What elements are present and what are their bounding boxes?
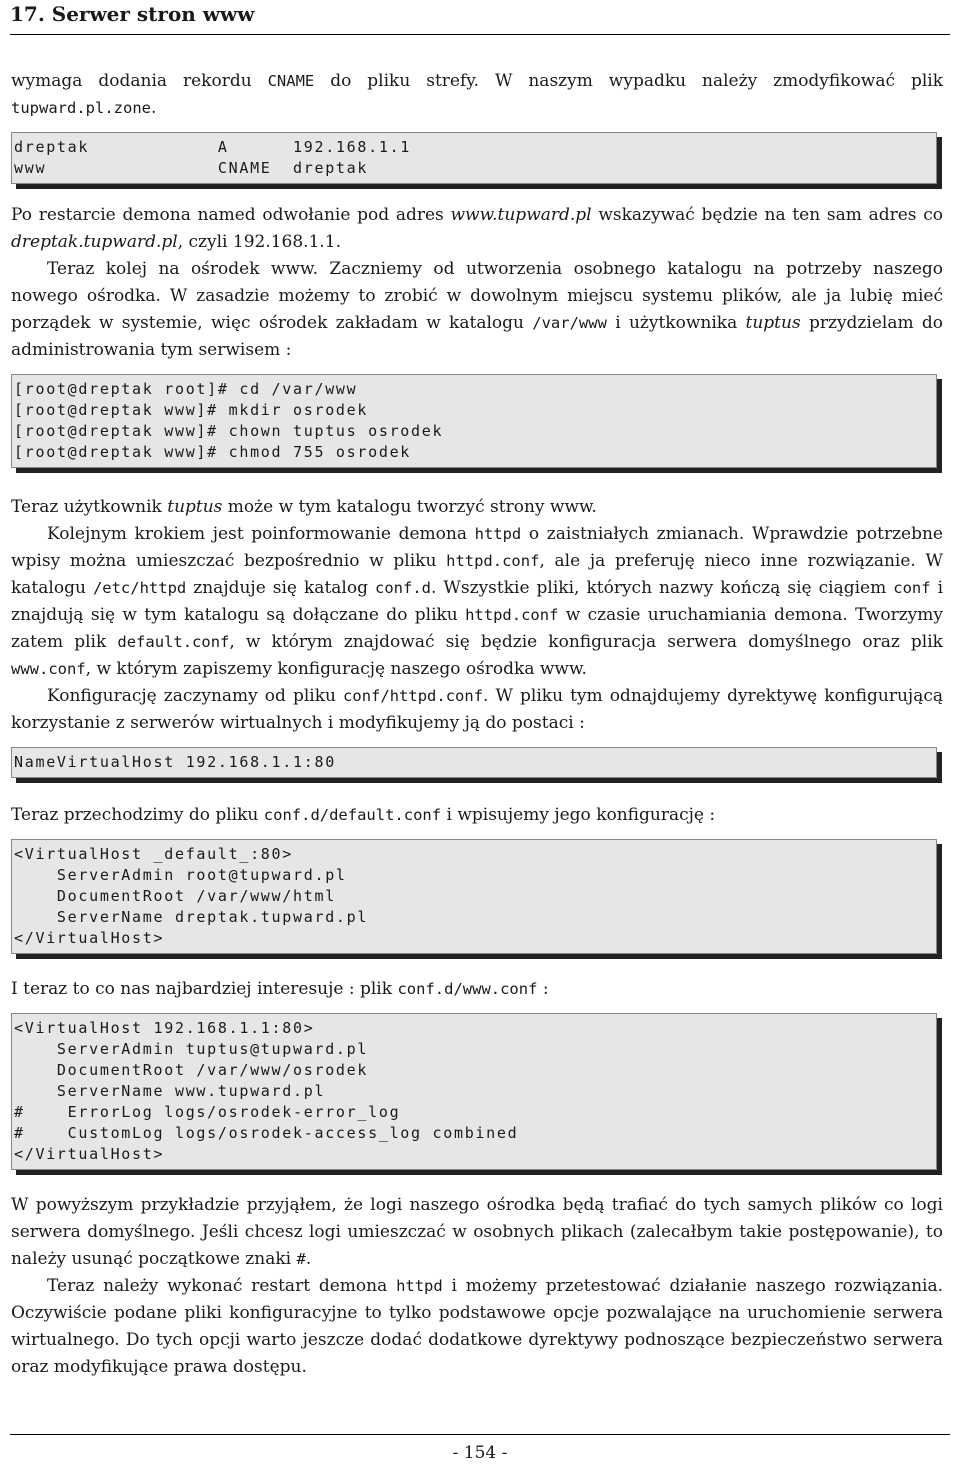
text: : (537, 979, 549, 999)
code-line: NameVirtualHost 192.168.1.1:80 (14, 753, 336, 771)
code-line: </VirtualHost> (14, 1145, 165, 1163)
paragraph-www-conf (11, 976, 943, 1003)
text: wymaga dodania rekordu (11, 71, 268, 91)
inline-code: conf.d (375, 579, 431, 597)
code-line: dreptak A 192.168.1.1 (14, 138, 412, 156)
paragraph-named-restart (11, 202, 943, 256)
text: o zaistniałych zmianach. Wprawdzie potrzebne wpisy można umieszczać bezpośrednio w pliku (11, 524, 943, 571)
chapter-title: 17. Serwer stron www (10, 2, 255, 26)
code-line: DocumentRoot /var/www/osrodek (14, 1061, 369, 1079)
text: Teraz kolej na ośrodek www. Zaczniemy od utworzenia osobnego katalogu na potrzeby naszego nowego ośrodka. W zasadzie możemy to zrobić w dowolnym miejscu systemu plików, ale ja lubię mieć porządek w systemie, więc ośrodek zakładam w katalogu (11, 259, 943, 333)
code-block-zone-records (11, 132, 937, 184)
inline-code: httpd.conf (465, 606, 559, 624)
text: Teraz należy wykonać restart demona (47, 1276, 397, 1296)
text: do pliku strefy. W naszym wypadku należy zmodyfikować plik (314, 71, 943, 91)
inline-code: httpd.conf (446, 552, 540, 570)
italic-text: tuptus (167, 497, 223, 517)
code-line: <VirtualHost _default_:80> (14, 845, 293, 863)
text: . Wszystkie pliki, których nazwy kończą się ciągiem (431, 578, 894, 598)
text: i wpisujemy jego konfigurację : (441, 805, 716, 825)
text: . (150, 98, 157, 118)
header-rule (10, 34, 950, 35)
text: znajduje się katalog (186, 578, 375, 598)
text: , czyli 192.168.1.1. (177, 232, 342, 252)
code-line: [root@dreptak root]# cd /var/www (14, 380, 358, 398)
code-line: ServerName www.tupward.pl (14, 1082, 326, 1100)
code-line: [root@dreptak www]# chown tuptus osrodek (14, 422, 444, 440)
text: w czasie uruchamiania demona. Tworzymy zatem plik (11, 605, 943, 652)
code-block-shell-commands (11, 374, 937, 468)
inline-code: www.conf (11, 660, 86, 678)
text: I teraz to co nas najbardziej interesuje : plik (11, 979, 398, 999)
text: . W pliku tym odnajdujemy dyrektywę konfigurującą korzystanie z serwerów wirtualnych i modyfikujemy ją do postaci : (11, 686, 943, 733)
inline-code: /var/www (532, 314, 607, 332)
text: może w tym katalogu tworzyć strony www. (222, 497, 597, 517)
text: Teraz użytkownik (11, 497, 168, 517)
paragraph-site-directory (11, 256, 943, 364)
code-line: </VirtualHost> (14, 929, 165, 947)
italic-text: www.tupward.pl (450, 205, 592, 225)
page-header (10, 2, 950, 32)
text: i znajdują się w tym katalogu są dołączane do pliku (11, 578, 944, 625)
inline-code: httpd (396, 1277, 443, 1295)
code-line: www CNAME dreptak (14, 159, 369, 177)
text: , w którym znajdować się będzie konfiguracja serwera domyślnego oraz plik (229, 632, 943, 652)
code-line: ServerName dreptak.tupward.pl (14, 908, 369, 926)
footer-rule (10, 1434, 950, 1435)
code-line: DocumentRoot /var/www/html (14, 887, 336, 905)
text: . (305, 1249, 312, 1269)
code-line: [root@dreptak www]# mkdir osrodek (14, 401, 369, 419)
paragraph-restart (11, 1273, 943, 1381)
code-line: ServerAdmin root@tupward.pl (14, 866, 347, 884)
text: Kolejnym krokiem jest poinformowanie demona (47, 524, 475, 544)
inline-code: tupward.pl.zone (11, 99, 151, 117)
page-content (11, 68, 943, 1381)
code-block-www-vhost (11, 1013, 937, 1170)
text: W powyższym przykładzie przyjąłem, że logi naszego ośrodka będą trafiać do tych samych plików co logi serwera domyślnego. Jeśli chcesz logi umieszczać w osobnych plikach (zalecałbym takie postępowanie), to należy usunąć początkowe znaki (11, 1195, 943, 1269)
paragraph-logs (11, 1192, 943, 1273)
inline-code: httpd (474, 525, 522, 543)
page-number: - 154 - (452, 1443, 508, 1463)
code-line: [root@dreptak www]# chmod 755 osrodek (14, 443, 412, 461)
italic-text: tuptus (745, 313, 801, 333)
italic-text: dreptak.tupward.pl (11, 232, 178, 252)
inline-code: conf.d/default.conf (263, 806, 442, 824)
text: Teraz przechodzimy do pliku (11, 805, 264, 825)
text: , ale ja preferuję nieco inne rozwiązanie. W katalogu (11, 551, 943, 598)
code-block-default-vhost (11, 839, 937, 954)
inline-code: default.conf (117, 633, 230, 651)
text: i użytkownika (606, 313, 746, 333)
inline-code: /etc/httpd (92, 579, 187, 597)
text: przydzielam do administrowania tym serwisem : (11, 313, 943, 360)
paragraph-user-can-create (11, 494, 943, 521)
code-line: # CustomLog logs/osrodek-access_log combined (14, 1124, 519, 1142)
text: i możemy przetestować działanie naszego rozwiązania. Oczywiście podane pliki konfiguracyjne to tylko podstawowe opcje pozwalające na uruchomienie serwera wirtualnego. Do tych opcji warto jeszcze dodać dodatkowe dyrektywy podnoszące bezpieczeństwo serwera oraz modyfikujące prawa dostępu. (11, 1276, 943, 1377)
text: Konfigurację zaczynamy od pliku (47, 686, 344, 706)
code-line: ServerAdmin tuptus@tupward.pl (14, 1040, 369, 1058)
paragraph-cname-intro (11, 68, 943, 122)
text: Po restarcie demona named odwołanie pod adres (11, 205, 451, 225)
paragraph-httpd-config (11, 521, 943, 683)
paragraph-default-conf (11, 802, 943, 829)
text: , w którym zapiszemy konfigurację naszego ośrodka www. (85, 659, 587, 679)
code-line: # ErrorLog logs/osrodek-error_log (14, 1103, 401, 1121)
inline-code: conf/httpd.conf (343, 687, 484, 705)
code-line: <VirtualHost 192.168.1.1:80> (14, 1019, 315, 1037)
paragraph-namevirtualhost (11, 683, 943, 737)
inline-code: conf (893, 579, 931, 597)
text: wskazywać będzie na ten sam adres co (591, 205, 943, 225)
inline-code: # (296, 1250, 306, 1268)
code-block-namevirtualhost (11, 747, 937, 778)
inline-code: conf.d/www.conf (397, 980, 538, 998)
inline-code: CNAME (267, 72, 315, 90)
